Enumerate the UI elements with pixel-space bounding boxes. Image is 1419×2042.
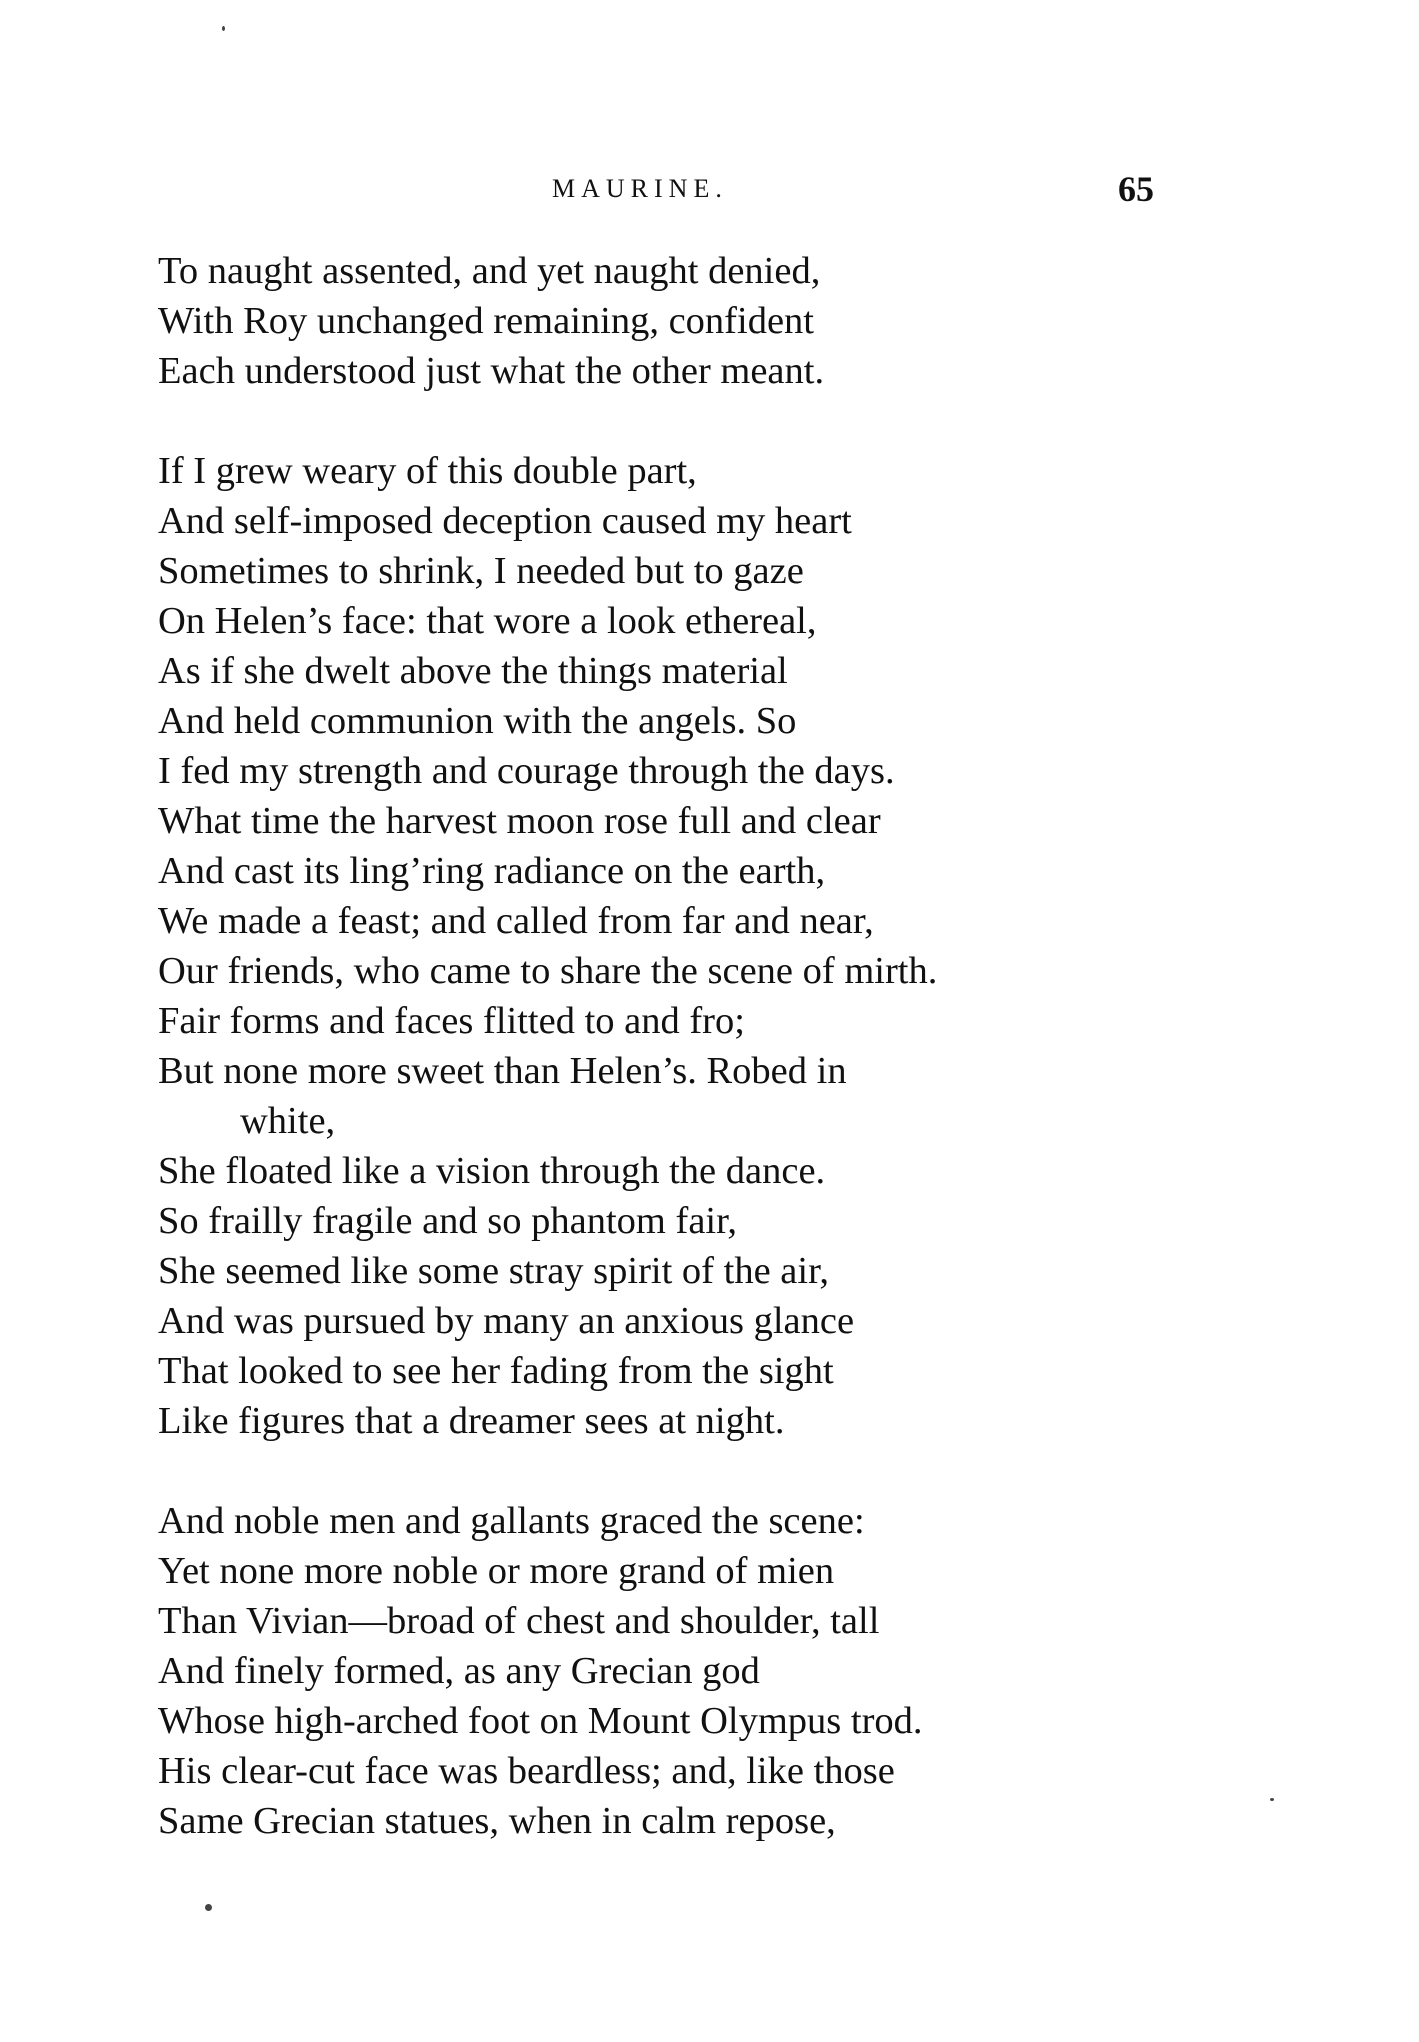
verse-line: Whose high-arched foot on Mount Olympus trod. xyxy=(158,1700,923,1742)
verse-line: So frailly fragile and so phantom fair, xyxy=(158,1200,738,1242)
running-head xyxy=(0,168,1419,208)
verse-line: Same Grecian statues, when in calm repose, xyxy=(158,1800,836,1842)
verse-line: And noble men and gallants graced the scene: xyxy=(158,1500,865,1542)
verse-line: To naught assented, and yet naught denied, xyxy=(158,250,821,292)
verse-line: As if she dwelt above the things material xyxy=(158,650,788,692)
verse-line: Our friends, who came to share the scene of mirth. xyxy=(158,950,938,992)
poem-text xyxy=(158,246,1168,1846)
verse-line: And cast its ling’ring radiance on the earth, xyxy=(158,850,826,892)
verse-line: On Helen’s face: that wore a look ethereal, xyxy=(158,600,817,642)
verse-line: Yet none more noble or more grand of mien xyxy=(158,1550,835,1592)
verse-line: But none more sweet than Helen’s. Robed in xyxy=(158,1050,847,1092)
verse-line: What time the harvest moon rose full and clear xyxy=(158,800,881,842)
verse-line: And self-imposed deception caused my heart xyxy=(158,500,852,542)
scan-speck xyxy=(1270,1798,1274,1801)
verse-line: She seemed like some stray spirit of the air, xyxy=(158,1250,829,1292)
verse-line: His clear-cut face was beardless; and, like those xyxy=(158,1750,895,1792)
verse-line: With Roy unchanged remaining, confident xyxy=(158,300,814,342)
verse-line: And was pursued by many an anxious glance xyxy=(158,1300,855,1342)
scan-speck xyxy=(205,1904,212,1911)
verse-line: And finely formed, as any Grecian god xyxy=(158,1650,760,1692)
verse-line: If I grew weary of this double part, xyxy=(158,450,697,492)
page-number: 65 xyxy=(1118,169,1154,209)
stanza-1 xyxy=(158,246,1168,396)
stanza-3 xyxy=(158,1496,1168,1846)
verse-line: That looked to see her fading from the sight xyxy=(158,1350,834,1392)
verse-line: Fair forms and faces flitted to and fro; xyxy=(158,1000,745,1042)
verse-line: Like figures that a dreamer sees at night. xyxy=(158,1400,785,1442)
stanza-2 xyxy=(158,446,1168,1446)
verse-line: Sometimes to shrink, I needed but to gaze xyxy=(158,550,804,592)
verse-line-turnover: white, xyxy=(240,1100,336,1142)
scan-speck xyxy=(222,26,225,31)
verse-line: She floated like a vision through the dance. xyxy=(158,1150,826,1192)
verse-line: I fed my strength and courage through the days. xyxy=(158,750,895,792)
verse-line: And held communion with the angels. So xyxy=(158,700,797,742)
verse-line: We made a feast; and called from far and near, xyxy=(158,900,874,942)
verse-line: Than Vivian—broad of chest and shoulder, tall xyxy=(158,1600,880,1642)
running-title: MAURINE. xyxy=(552,174,728,203)
verse-line: Each understood just what the other meant. xyxy=(158,350,825,392)
